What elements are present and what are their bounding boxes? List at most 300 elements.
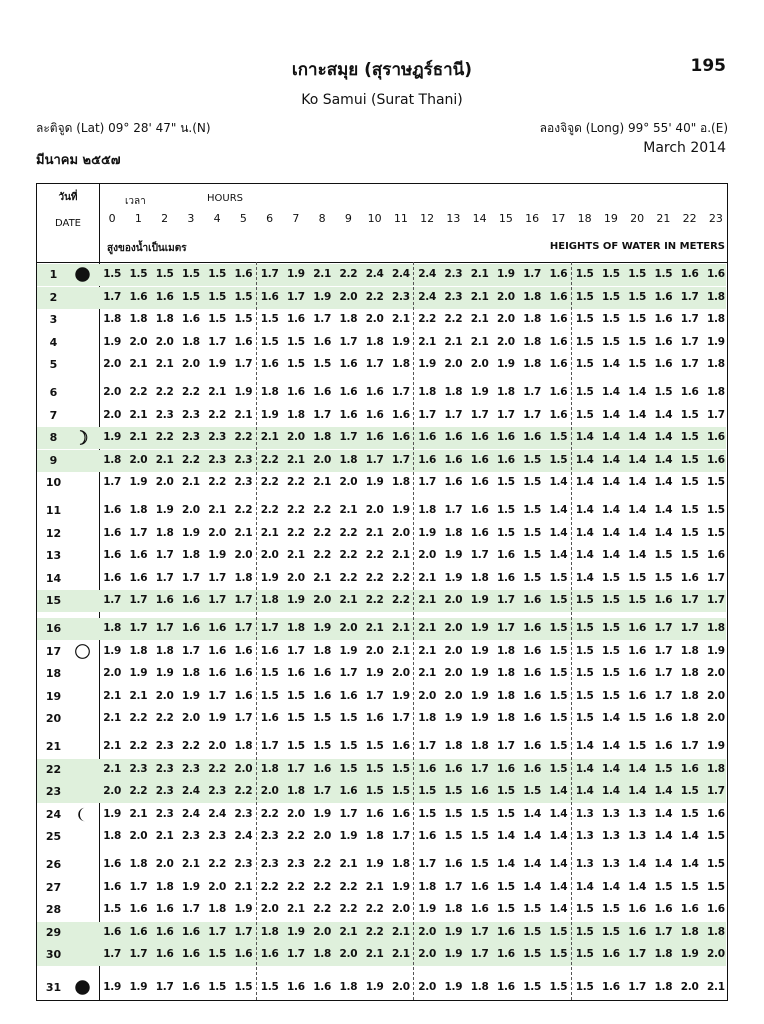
- table-row: [37, 759, 726, 781]
- height-value: 2.3: [260, 858, 279, 870]
- height-value: 1.5: [654, 268, 673, 280]
- height-value: 2.1: [392, 644, 410, 657]
- height-value: 1.9: [497, 268, 515, 280]
- height-value: 1.6: [182, 594, 200, 607]
- height-value: 1.6: [103, 925, 121, 938]
- height-value: 1.6: [234, 335, 253, 348]
- date-number: 3: [49, 313, 58, 327]
- hour-label: 7: [292, 212, 300, 225]
- latitude-label: ละติจูด (Lat) 09° 28' 47" น.(N): [36, 121, 211, 135]
- height-value: 1.5: [602, 290, 620, 303]
- height-value: 1.5: [497, 526, 515, 539]
- height-value: 1.8: [680, 689, 699, 702]
- table-row: [37, 450, 726, 472]
- height-value: 1.4: [628, 785, 646, 798]
- row-cells: [99, 708, 729, 730]
- height-value: 1.9: [313, 622, 331, 634]
- height-value: 1.6: [365, 408, 384, 421]
- hour-label: 14: [472, 212, 487, 225]
- height-value: 1.3: [602, 830, 620, 843]
- hour-label: 21: [656, 212, 671, 225]
- height-value: 1.6: [103, 571, 121, 584]
- height-value: 1.7: [287, 762, 305, 775]
- height-value: 1.4: [680, 858, 699, 870]
- height-value: 1.5: [654, 386, 673, 398]
- height-value: 1.6: [654, 594, 673, 607]
- hour-label: 2: [161, 212, 169, 225]
- height-value: 1.6: [523, 740, 541, 752]
- height-value: 1.8: [444, 386, 463, 398]
- height-value: 1.8: [523, 290, 541, 303]
- hour-label: 15: [498, 212, 513, 225]
- height-value: 1.8: [654, 981, 673, 993]
- hour-group-separator: [571, 262, 572, 1000]
- height-value: 2.0: [155, 858, 174, 870]
- height-value: 2.0: [260, 549, 279, 562]
- row-cells: [99, 332, 729, 354]
- height-value: 1.7: [208, 594, 226, 607]
- hour-label: 17: [551, 212, 566, 225]
- height-value: 2.2: [260, 807, 279, 820]
- height-value: 1.5: [575, 290, 594, 303]
- height-value: 1.4: [602, 880, 620, 893]
- height-value: 2.0: [155, 335, 174, 348]
- height-value: 2.3: [444, 290, 463, 303]
- height-value: 1.4: [628, 526, 646, 539]
- height-value: 1.5: [182, 268, 200, 280]
- height-value: 1.6: [392, 740, 410, 752]
- new-moon-icon: [74, 979, 91, 996]
- height-value: 1.5: [523, 453, 541, 466]
- height-value: 1.5: [523, 526, 541, 539]
- page-number: 195: [690, 56, 726, 76]
- height-value: 1.7: [103, 948, 121, 961]
- height-value: 1.7: [287, 644, 305, 657]
- height-value: 1.5: [129, 268, 148, 280]
- height-value: 1.7: [103, 290, 121, 303]
- height-value: 2.0: [418, 981, 436, 993]
- row-cells: [99, 826, 729, 848]
- height-value: 1.4: [602, 431, 620, 444]
- height-value: 1.6: [208, 644, 226, 657]
- height-value: 1.5: [549, 622, 568, 634]
- height-value: 1.4: [549, 830, 568, 843]
- date-number: 8: [49, 431, 58, 445]
- date-number: 10: [45, 476, 62, 490]
- height-value: 1.8: [392, 858, 410, 870]
- height-value: 2.0: [182, 358, 200, 371]
- height-value: 1.5: [497, 807, 515, 820]
- height-value: 1.5: [523, 925, 541, 938]
- height-value: 1.5: [575, 408, 594, 421]
- height-value: 2.2: [339, 526, 358, 539]
- row-cells: [99, 641, 729, 663]
- height-value: 1.5: [549, 644, 568, 657]
- height-value: 1.3: [575, 807, 594, 820]
- height-value: 1.9: [365, 476, 384, 489]
- height-value: 1.4: [602, 476, 620, 489]
- height-value: 1.8: [707, 925, 725, 938]
- height-value: 1.4: [575, 762, 594, 775]
- date-number: 7: [49, 408, 58, 422]
- row-cells: [99, 922, 729, 944]
- height-value: 1.7: [155, 622, 174, 634]
- height-value: 1.4: [575, 504, 594, 516]
- height-value: 1.4: [497, 830, 515, 843]
- height-value: 1.6: [628, 689, 646, 702]
- height-value: 1.7: [470, 408, 489, 421]
- height-value: 2.0: [497, 335, 515, 348]
- height-value: 1.7: [208, 925, 226, 938]
- height-value: 1.5: [287, 335, 305, 348]
- height-value: 2.0: [444, 622, 463, 634]
- height-value: 1.5: [628, 712, 646, 725]
- height-value: 2.0: [313, 925, 331, 938]
- last-quarter-icon: [74, 806, 91, 823]
- height-value: 2.1: [339, 858, 358, 870]
- height-value: 2.0: [392, 526, 410, 539]
- height-value: 1.8: [497, 644, 515, 657]
- height-value: 1.5: [628, 313, 646, 326]
- height-value: 1.7: [313, 785, 331, 798]
- height-value: 1.8: [129, 504, 148, 516]
- date-number: 25: [45, 830, 62, 844]
- height-value: 1.5: [155, 268, 174, 280]
- row-cells: [99, 427, 729, 449]
- height-value: 1.9: [103, 335, 121, 348]
- table-row: [37, 382, 726, 404]
- height-value: 1.5: [103, 268, 121, 280]
- height-value: 1.6: [523, 622, 541, 634]
- table-row: [37, 264, 726, 286]
- height-value: 1.7: [654, 689, 673, 702]
- height-value: 1.6: [654, 290, 673, 303]
- height-value: 1.6: [497, 431, 515, 444]
- table-row: [37, 618, 726, 640]
- height-value: 1.5: [208, 981, 226, 993]
- height-value: 1.6: [392, 807, 410, 820]
- height-value: 1.7: [523, 268, 541, 280]
- height-value: 1.6: [523, 712, 541, 725]
- height-value: 1.5: [575, 925, 594, 938]
- date-number: 9: [49, 453, 58, 467]
- height-value: 1.6: [260, 358, 279, 371]
- date-number: 6: [49, 386, 58, 399]
- height-value: 2.1: [129, 408, 148, 421]
- height-value: 1.5: [575, 644, 594, 657]
- date-number: 13: [45, 549, 62, 563]
- height-value: 1.5: [680, 549, 699, 562]
- height-value: 1.5: [602, 335, 620, 348]
- height-value: 1.6: [497, 571, 515, 584]
- height-value: 1.7: [654, 644, 673, 657]
- row-cells: [99, 545, 729, 567]
- height-value: 1.6: [707, 549, 725, 562]
- height-value: 1.6: [549, 358, 568, 371]
- height-value: 1.8: [418, 712, 436, 725]
- height-value: 2.2: [155, 431, 174, 444]
- height-value: 1.8: [182, 335, 200, 348]
- row-cells: [99, 523, 729, 545]
- row-cells: [99, 854, 729, 876]
- height-value: 2.0: [392, 981, 410, 993]
- height-value: 1.4: [549, 858, 568, 870]
- height-value: 1.5: [313, 712, 331, 725]
- height-value: 1.9: [365, 981, 384, 993]
- date-number: 26: [45, 858, 62, 871]
- height-value: 1.5: [654, 571, 673, 584]
- height-value: 1.7: [707, 594, 725, 607]
- height-value: 2.2: [287, 476, 305, 489]
- height-value: 1.5: [339, 740, 358, 752]
- height-value: 1.6: [497, 453, 515, 466]
- height-value: 2.1: [155, 358, 174, 371]
- height-value: 2.0: [392, 903, 410, 916]
- height-value: 2.0: [418, 948, 436, 961]
- height-value: 2.3: [182, 762, 200, 775]
- height-value: 1.8: [103, 830, 121, 843]
- height-value: 1.5: [444, 807, 463, 820]
- height-value: 2.3: [182, 830, 200, 843]
- height-value: 2.0: [155, 689, 174, 702]
- height-value: 1.5: [549, 740, 568, 752]
- height-value: 2.0: [234, 762, 253, 775]
- height-value: 1.5: [365, 740, 384, 752]
- height-value: 1.6: [549, 386, 568, 398]
- height-value: 2.0: [208, 880, 226, 893]
- height-value: 1.5: [680, 880, 699, 893]
- height-value: 1.6: [680, 903, 699, 916]
- height-value: 1.7: [470, 762, 489, 775]
- height-value: 1.4: [628, 504, 646, 516]
- height-value: 1.5: [287, 712, 305, 725]
- height-value: 1.6: [602, 981, 620, 993]
- hour-group-separator: [256, 262, 257, 1000]
- height-value: 1.6: [523, 667, 541, 680]
- height-value: 2.2: [155, 386, 174, 398]
- height-value: 2.0: [444, 644, 463, 657]
- height-value: 1.5: [339, 762, 358, 775]
- height-value: 1.6: [129, 290, 148, 303]
- height-value: 1.8: [470, 740, 489, 752]
- height-value: 1.8: [103, 453, 121, 466]
- height-value: 2.1: [392, 948, 410, 961]
- height-value: 1.5: [628, 594, 646, 607]
- height-value: 1.8: [680, 925, 699, 938]
- height-value: 1.5: [418, 807, 436, 820]
- height-value: 2.2: [129, 712, 148, 725]
- height-value: 1.6: [339, 689, 358, 702]
- height-value: 2.1: [707, 981, 725, 993]
- height-value: 1.6: [628, 925, 646, 938]
- height-value: 1.6: [523, 594, 541, 607]
- height-value: 1.8: [365, 335, 384, 348]
- row-cells: [99, 309, 729, 331]
- hour-label: 3: [187, 212, 195, 225]
- table-row: [37, 854, 726, 876]
- height-value: 1.8: [287, 622, 305, 634]
- height-value: 1.5: [234, 313, 253, 326]
- height-value: 2.1: [365, 622, 384, 634]
- height-value: 1.7: [523, 386, 541, 398]
- height-value: 1.7: [287, 290, 305, 303]
- height-value: 1.6: [549, 313, 568, 326]
- height-value: 2.0: [182, 712, 200, 725]
- height-value: 2.1: [182, 476, 200, 489]
- table-row: [37, 427, 726, 449]
- height-value: 1.4: [549, 903, 568, 916]
- height-value: 1.7: [260, 740, 279, 752]
- tide-table: [36, 183, 728, 1001]
- row-cells: [99, 568, 729, 590]
- height-value: 1.7: [707, 408, 725, 421]
- height-value: 1.8: [654, 948, 673, 961]
- date-number: 5: [49, 358, 58, 372]
- height-value: 1.9: [129, 667, 148, 680]
- height-value: 2.1: [208, 386, 226, 398]
- height-value: 1.5: [654, 880, 673, 893]
- height-value: 1.5: [470, 858, 489, 870]
- height-value: 1.5: [287, 689, 305, 702]
- table-row: [37, 545, 726, 567]
- row-cells: [99, 977, 729, 999]
- height-value: 1.6: [654, 903, 673, 916]
- height-value: 1.9: [392, 335, 410, 348]
- height-value: 1.5: [208, 268, 226, 280]
- height-value: 1.6: [470, 880, 489, 893]
- height-value: 2.0: [418, 925, 436, 938]
- height-value: 1.7: [129, 880, 148, 893]
- height-value: 1.8: [444, 740, 463, 752]
- height-value: 2.0: [365, 504, 384, 516]
- height-value: 1.5: [602, 594, 620, 607]
- height-value: 2.4: [418, 268, 436, 280]
- height-value: 2.2: [287, 504, 305, 516]
- height-value: 1.4: [549, 880, 568, 893]
- height-value: 1.5: [602, 925, 620, 938]
- height-value: 2.2: [365, 571, 384, 584]
- height-value: 2.0: [208, 740, 226, 752]
- height-value: 2.1: [313, 268, 331, 280]
- height-value: 1.6: [313, 335, 331, 348]
- height-value: 1.6: [287, 667, 305, 680]
- station-name-english: Ko Samui (Surat Thani): [301, 92, 463, 108]
- height-value: 2.1: [418, 571, 436, 584]
- date-number: 22: [45, 762, 62, 776]
- height-value: 1.7: [470, 925, 489, 938]
- height-value: 1.3: [602, 807, 620, 820]
- height-value: 2.0: [418, 549, 436, 562]
- height-value: 1.8: [444, 526, 463, 539]
- row-cells: [99, 877, 729, 899]
- height-value: 1.5: [497, 903, 515, 916]
- height-value: 2.2: [418, 313, 436, 326]
- height-value: 2.1: [470, 335, 489, 348]
- height-value: 1.6: [707, 453, 725, 466]
- height-value: 2.2: [365, 594, 384, 607]
- height-value: 1.6: [234, 689, 253, 702]
- page-title: เกาะสมุย (สุราษฎร์ธานี): [291, 60, 473, 80]
- height-value: 1.9: [680, 948, 699, 961]
- height-value: 2.1: [313, 571, 331, 584]
- height-value: 1.7: [129, 948, 148, 961]
- table-row: [37, 804, 726, 826]
- height-value: 1.6: [339, 386, 358, 398]
- height-value: 1.4: [654, 476, 673, 489]
- height-value: 1.4: [523, 880, 541, 893]
- height-value: 1.7: [392, 386, 410, 398]
- height-value: 1.7: [523, 408, 541, 421]
- hour-label: 0: [108, 212, 116, 225]
- height-value: 1.4: [602, 386, 620, 398]
- date-number: 4: [49, 335, 58, 349]
- hour-label: 10: [367, 212, 382, 225]
- height-value: 1.6: [103, 504, 121, 516]
- height-value: 1.4: [654, 526, 673, 539]
- height-value: 1.5: [444, 785, 463, 798]
- height-value: 2.1: [418, 644, 436, 657]
- row-cells: [99, 472, 729, 494]
- height-value: 1.5: [549, 667, 568, 680]
- date-number: 2: [49, 290, 58, 304]
- height-value: 2.0: [129, 335, 148, 348]
- height-value: 1.5: [208, 313, 226, 326]
- height-value: 1.6: [523, 762, 541, 775]
- height-value: 2.2: [339, 880, 358, 893]
- height-value: 1.7: [339, 431, 358, 444]
- height-value: 1.8: [444, 903, 463, 916]
- height-value: 1.9: [418, 903, 436, 916]
- row-cells: [99, 899, 729, 921]
- height-value: 1.4: [575, 431, 594, 444]
- height-value: 1.6: [313, 386, 331, 398]
- height-value: 1.4: [654, 785, 673, 798]
- table-row: [37, 287, 726, 309]
- height-value: 1.7: [654, 925, 673, 938]
- height-value: 1.6: [497, 948, 515, 961]
- height-value: 1.9: [707, 644, 725, 657]
- hour-label: 11: [393, 212, 408, 225]
- height-value: 2.3: [155, 740, 174, 752]
- date-number: 14: [45, 571, 62, 585]
- height-value: 1.9: [444, 549, 463, 562]
- height-value: 1.9: [208, 358, 226, 371]
- height-value: 1.9: [470, 689, 489, 702]
- height-value: 1.4: [602, 453, 620, 466]
- height-value: 2.0: [444, 594, 463, 607]
- height-value: 1.3: [602, 858, 620, 870]
- height-value: 1.4: [628, 386, 646, 398]
- height-value: 1.8: [155, 644, 174, 657]
- height-value: 2.0: [707, 712, 725, 725]
- height-value: 1.6: [287, 386, 305, 398]
- height-value: 1.5: [575, 358, 594, 371]
- height-value: 1.4: [549, 785, 568, 798]
- height-value: 1.6: [549, 408, 568, 421]
- table-row: [37, 663, 726, 685]
- date-number: 29: [45, 925, 62, 939]
- height-value: 1.6: [470, 903, 489, 916]
- height-value: 2.0: [182, 504, 200, 516]
- height-value: 1.6: [470, 476, 489, 489]
- height-value: 2.0: [313, 453, 331, 466]
- height-value: 2.0: [339, 948, 358, 961]
- height-value: 1.5: [707, 830, 725, 843]
- height-value: 1.6: [182, 622, 200, 634]
- height-value: 2.3: [260, 830, 279, 843]
- height-value: 1.7: [470, 948, 489, 961]
- height-value: 1.5: [549, 689, 568, 702]
